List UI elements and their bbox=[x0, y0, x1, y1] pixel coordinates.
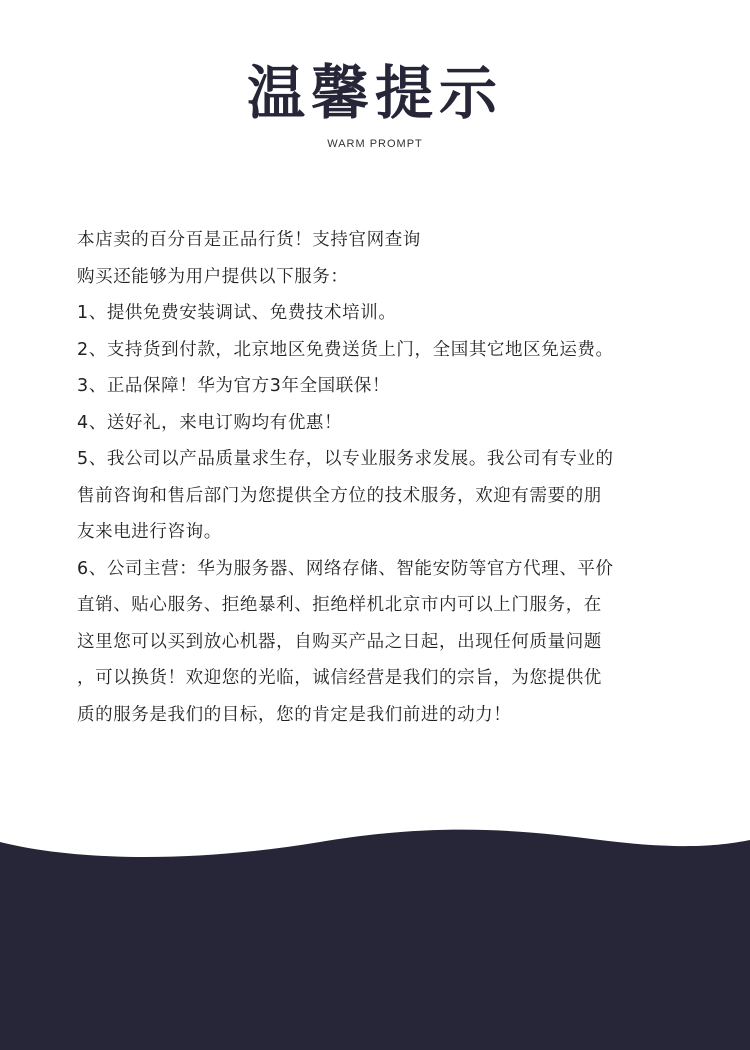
notice-line: 1、提供免费安装调试、免费技术培训。 bbox=[77, 303, 397, 323]
notice-line: 购买还能够为用户提供以下服务： bbox=[77, 266, 349, 287]
notice-line: 5、我公司以产品质量求生存，以专业服务求发展。我公司有专业的 bbox=[77, 449, 614, 469]
notice-line: ，可以换货！欢迎您的光临，诚信经营是我们的宗旨，为您提供优 bbox=[77, 668, 602, 688]
page-title: 温馨提示 bbox=[246, 59, 503, 127]
notice-line: 6、公司主营：华为服务器、网络存储、智能安防等官方代理、平价 bbox=[77, 558, 614, 579]
notice-line: 售前咨询和售后部门为您提供全方位的技术服务，欢迎有需要的朋 bbox=[77, 485, 602, 506]
notice-line: 友来电进行咨询。 bbox=[77, 522, 222, 542]
notice-line: 3、正品保障！华为官方3年全国联保！ bbox=[77, 376, 391, 396]
notice-line: 本店卖的百分百是正品行货！支持官网查询 bbox=[77, 230, 421, 250]
wave-shape bbox=[0, 830, 750, 1050]
notice-line: 直销、贴心服务、拒绝暴利、拒绝样机北京市内可以上门服务，在 bbox=[77, 595, 602, 615]
notice-line: 2、支持货到付款，北京地区免费送货上门，全国其它地区免运费。 bbox=[77, 339, 614, 360]
notice-line: 4、送好礼，来电订购均有优惠！ bbox=[77, 412, 343, 433]
notice-body bbox=[77, 222, 677, 733]
page-subtitle: WARM PROMPT bbox=[327, 138, 423, 150]
notice-line: 质的服务是我们的目标，您的肯定是我们前进的动力！ bbox=[77, 704, 512, 725]
notice-line: 这里您可以买到放心机器，自购买产品之日起，出现任何质量问题 bbox=[77, 631, 602, 652]
bottom-wave-decoration bbox=[0, 800, 750, 1050]
